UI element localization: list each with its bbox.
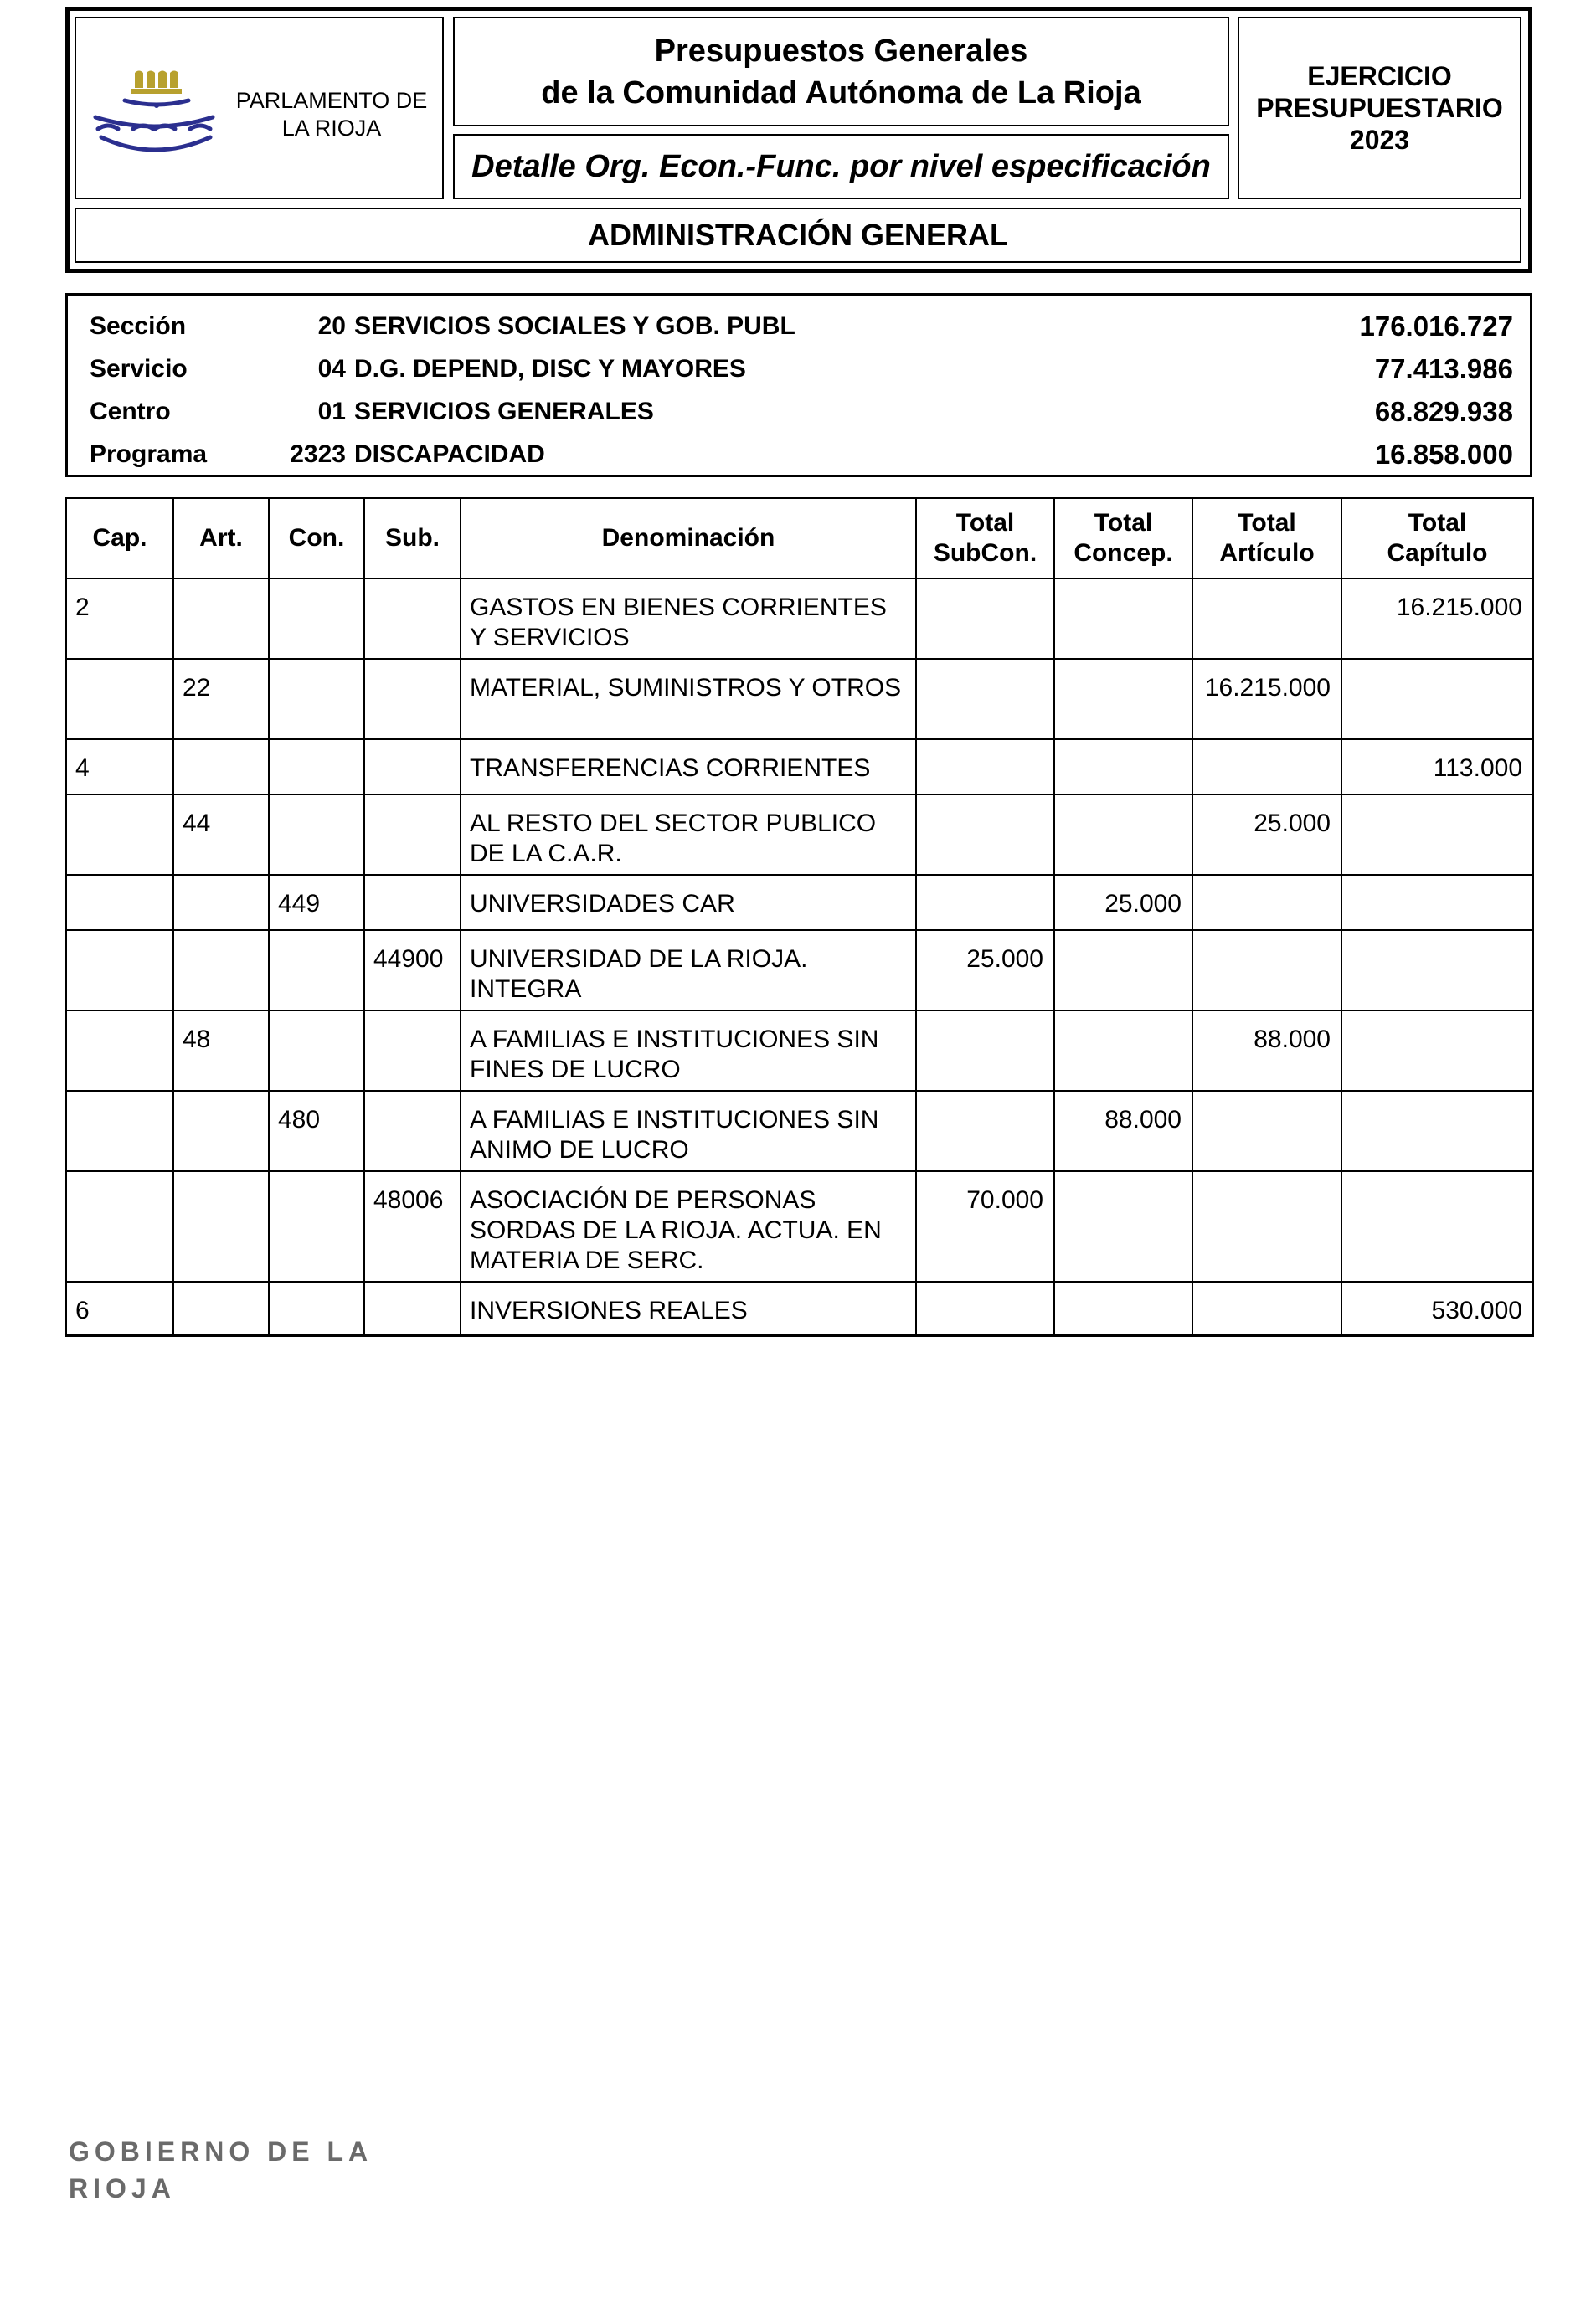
cell-cap	[66, 659, 173, 739]
cell-art	[173, 739, 269, 794]
header-line: Total	[955, 509, 1015, 537]
cell-cap: 2	[66, 578, 173, 659]
summary-name: D.G. DEPEND, DISC Y MAYORES	[354, 355, 746, 383]
table-row	[66, 794, 1533, 875]
cell-total-concep	[1054, 739, 1192, 794]
budget-summary	[65, 293, 1532, 477]
summary-amount: 68.829.938	[1374, 396, 1513, 427]
header-line: SubCon.	[933, 539, 1037, 567]
summary-label: Servicio	[90, 355, 188, 383]
cell-cap	[66, 794, 173, 875]
organization-banner	[75, 208, 1521, 263]
cell-total-articulo	[1192, 1091, 1341, 1171]
col-header-art: Art.	[173, 498, 269, 578]
table-row	[66, 1010, 1533, 1091]
summary-code: 20	[317, 312, 346, 340]
table-row	[66, 875, 1533, 930]
cell-sub	[364, 1010, 461, 1091]
cell-art	[173, 578, 269, 659]
cell-total-articulo: 16.215.000	[1192, 659, 1341, 739]
cell-con	[269, 1282, 364, 1335]
cell-denominacion: UNIVERSIDADES CAR	[461, 875, 916, 930]
cell-art	[173, 930, 269, 1010]
cell-sub	[364, 1091, 461, 1171]
table-row	[66, 1282, 1533, 1335]
cell-sub	[364, 875, 461, 930]
cell-total-articulo	[1192, 930, 1341, 1010]
col-header-con: Con.	[269, 498, 364, 578]
cell-total-capitulo	[1341, 794, 1533, 875]
summary-name: DISCAPACIDAD	[354, 440, 545, 468]
col-header-total-subcon	[916, 498, 1054, 578]
summary-label: Sección	[90, 312, 187, 340]
cell-total-subcon	[916, 1282, 1054, 1335]
cell-denominacion: MATERIAL, SUMINISTROS Y OTROS	[461, 659, 916, 739]
cell-cap	[66, 1171, 173, 1282]
table-row	[66, 930, 1533, 1010]
cell-denominacion: AL RESTO DEL SECTOR PUBLICO DE LA C.A.R.	[461, 794, 916, 875]
cell-con	[269, 1010, 364, 1091]
summary-label: Programa	[90, 440, 208, 468]
header-line: Capítulo	[1387, 539, 1488, 567]
cell-total-articulo	[1192, 1282, 1341, 1335]
report-title	[453, 17, 1229, 126]
table-row	[66, 1091, 1533, 1171]
cell-art: 48	[173, 1010, 269, 1091]
footer-ghost-text: GOBIERNO DE LA RIOJA	[69, 2136, 372, 2203]
cell-sub	[364, 794, 461, 875]
title-line2: de la Comunidad Autónoma de La Rioja	[541, 75, 1141, 111]
cell-cap	[66, 930, 173, 1010]
summary-code: 01	[317, 398, 346, 425]
cell-total-concep	[1054, 659, 1192, 739]
table-row	[66, 1171, 1533, 1282]
cell-denominacion: GASTOS EN BIENES CORRIENTES Y SERVICIOS	[461, 578, 916, 659]
organization-name: ADMINISTRACIÓN GENERAL	[588, 218, 1008, 252]
summary-amount: 77.413.986	[1374, 353, 1513, 384]
cell-total-articulo	[1192, 578, 1341, 659]
cell-con: 449	[269, 875, 364, 930]
cell-denominacion: A FAMILIAS E INSTITUCIONES SIN FINES DE LUCRO	[461, 1010, 916, 1091]
cell-total-concep	[1054, 930, 1192, 1010]
summary-amount: 176.016.727	[1359, 311, 1513, 342]
subtitle-text: Detalle Org. Econ.-Func. por nivel especificación	[471, 148, 1211, 184]
cell-con	[269, 794, 364, 875]
cell-denominacion: ASOCIACIÓN DE PERSONAS SORDAS DE LA RIOJA. ACTUA. EN MATERIA DE SERC.	[461, 1171, 916, 1282]
summary-name: SERVICIOS SOCIALES Y GOB. PUBL	[354, 312, 795, 340]
year-line1: EJERCICIO	[1307, 61, 1452, 91]
parliament-logo-icon	[91, 69, 217, 161]
cell-total-capitulo	[1341, 875, 1533, 930]
cell-total-subcon: 70.000	[916, 1171, 1054, 1282]
cell-total-subcon	[916, 1010, 1054, 1091]
cell-total-capitulo: 113.000	[1341, 739, 1533, 794]
cell-total-articulo: 88.000	[1192, 1010, 1341, 1091]
year-line3: 2023	[1349, 125, 1410, 155]
logo-text	[231, 87, 432, 142]
cell-total-articulo	[1192, 1171, 1341, 1282]
cell-total-concep: 25.000	[1054, 875, 1192, 930]
cell-sub	[364, 578, 461, 659]
header-line: Artículo	[1219, 539, 1315, 567]
cell-con: 480	[269, 1091, 364, 1171]
cell-con	[269, 1171, 364, 1282]
cell-total-concep	[1054, 1010, 1192, 1091]
col-header-total-capitulo	[1341, 498, 1533, 578]
cell-sub: 48006	[364, 1171, 461, 1282]
cell-sub	[364, 659, 461, 739]
header-line: Total	[1094, 509, 1153, 537]
cell-art	[173, 1171, 269, 1282]
cell-denominacion: UNIVERSIDAD DE LA RIOJA. INTEGRA	[461, 930, 916, 1010]
summary-amount: 16.858.000	[1374, 439, 1513, 470]
col-header-denominacion: Denominación	[461, 498, 916, 578]
table-header-row	[66, 498, 1533, 578]
summary-row-seccion	[68, 306, 1530, 347]
cell-total-subcon	[916, 794, 1054, 875]
cell-cap	[66, 1010, 173, 1091]
budget-detail-table	[65, 497, 1534, 1337]
cell-denominacion: INVERSIONES REALES	[461, 1282, 916, 1335]
cell-total-subcon: 25.000	[916, 930, 1054, 1010]
cell-sub	[364, 739, 461, 794]
cell-cap	[66, 875, 173, 930]
cell-total-capitulo: 530.000	[1341, 1282, 1533, 1335]
cell-cap	[66, 1091, 173, 1171]
summary-row-programa	[68, 434, 1530, 476]
cell-art: 22	[173, 659, 269, 739]
logo-text-line2: LA RIOJA	[281, 116, 382, 141]
fiscal-year-panel	[1238, 17, 1521, 199]
cell-total-articulo	[1192, 739, 1341, 794]
cell-total-concep	[1054, 578, 1192, 659]
cell-sub	[364, 1282, 461, 1335]
cell-denominacion: TRANSFERENCIAS CORRIENTES	[461, 739, 916, 794]
year-line2: PRESUPUESTARIO	[1256, 93, 1503, 123]
table-row	[66, 659, 1533, 739]
cell-total-concep	[1054, 1171, 1192, 1282]
cell-total-subcon	[916, 578, 1054, 659]
summary-label: Centro	[90, 398, 171, 425]
summary-row-servicio	[68, 348, 1530, 390]
cell-total-subcon	[916, 1091, 1054, 1171]
header-line: Total	[1238, 509, 1296, 537]
title-line1: Presupuestos Generales	[654, 33, 1028, 69]
cell-total-subcon	[916, 875, 1054, 930]
cell-total-capitulo	[1341, 930, 1533, 1010]
summary-code: 2323	[290, 440, 346, 468]
summary-row-centro	[68, 391, 1530, 433]
cell-total-capitulo: 16.215.000	[1341, 578, 1533, 659]
col-header-total-articulo	[1192, 498, 1341, 578]
cell-total-subcon	[916, 659, 1054, 739]
cell-total-articulo	[1192, 875, 1341, 930]
report-subtitle	[453, 134, 1229, 199]
cell-cap: 4	[66, 739, 173, 794]
summary-name: SERVICIOS GENERALES	[354, 398, 654, 425]
cell-con	[269, 659, 364, 739]
header-line: Concep.	[1073, 539, 1173, 567]
cell-total-concep: 88.000	[1054, 1091, 1192, 1171]
col-header-sub: Sub.	[364, 498, 461, 578]
cell-total-capitulo	[1341, 1010, 1533, 1091]
cell-art	[173, 1282, 269, 1335]
cell-con	[269, 930, 364, 1010]
summary-code: 04	[317, 355, 346, 383]
table-row	[66, 739, 1533, 794]
header-line: Total	[1408, 509, 1467, 537]
logo-text-line1: PARLAMENTO DE	[235, 88, 428, 113]
col-header-cap: Cap.	[66, 498, 173, 578]
cell-total-articulo: 25.000	[1192, 794, 1341, 875]
cell-cap: 6	[66, 1282, 173, 1335]
cell-total-concep	[1054, 1282, 1192, 1335]
cell-total-capitulo	[1341, 659, 1533, 739]
table-row	[66, 578, 1533, 659]
cell-denominacion: A FAMILIAS E INSTITUCIONES SIN ANIMO DE LUCRO	[461, 1091, 916, 1171]
cell-total-capitulo	[1341, 1091, 1533, 1171]
col-header-total-concep	[1054, 498, 1192, 578]
logo-panel	[75, 17, 444, 199]
cell-total-concep	[1054, 794, 1192, 875]
cell-total-subcon	[916, 739, 1054, 794]
cell-art	[173, 875, 269, 930]
cell-con	[269, 739, 364, 794]
cell-con	[269, 578, 364, 659]
cell-sub: 44900	[364, 930, 461, 1010]
cell-art: 44	[173, 794, 269, 875]
cell-total-capitulo	[1341, 1171, 1533, 1282]
cell-art	[173, 1091, 269, 1171]
